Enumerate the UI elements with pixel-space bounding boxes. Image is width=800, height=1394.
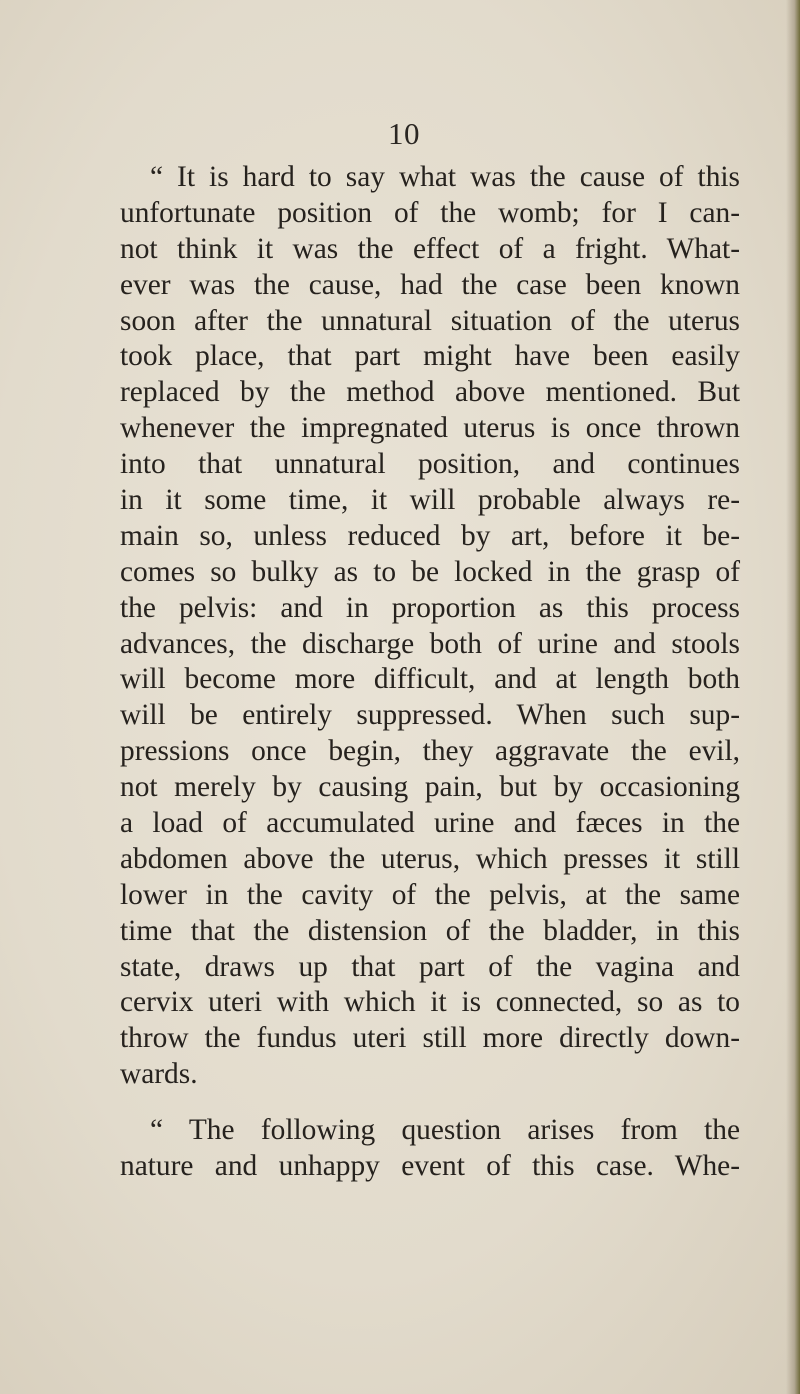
text-line: advances, the discharge both of urine and stools xyxy=(120,627,740,660)
text-line: wards. xyxy=(120,1058,198,1091)
text-line: “ The following question arises from the xyxy=(150,1114,740,1147)
text-line: whenever the impregnated uterus is once thrown xyxy=(120,412,740,445)
text-line: in it some time, it will probable always re- xyxy=(120,484,740,517)
page-edge-shadow xyxy=(786,0,800,1394)
page-number: 10 xyxy=(388,116,420,151)
text-line: pressions once begin, they aggravate the evil, xyxy=(120,735,740,768)
text-line: into that unnatural position, and continues xyxy=(120,448,740,481)
text-line: “ It is hard to say what was the cause of this xyxy=(150,161,740,193)
text-line: nature and unhappy event of this case. Whe- xyxy=(120,1150,740,1183)
paragraph xyxy=(120,1113,740,1185)
text-line: comes so bulky as to be locked in the grasp of xyxy=(120,555,740,588)
text-line: ever was the cause, had the case been known xyxy=(120,268,740,301)
text-line: not think it was the effect of a fright. What- xyxy=(120,232,740,265)
text-line: will become more difficult, and at length both xyxy=(120,663,740,696)
text-line: state, draws up that part of the vagina and xyxy=(120,950,740,983)
text-line: soon after the unnatural situation of the uterus xyxy=(120,304,740,337)
paragraph-gap xyxy=(120,1093,740,1113)
text-line: the pelvis: and in proportion as this process xyxy=(120,591,740,624)
text-line: not merely by causing pain, but by occasioning xyxy=(120,771,740,804)
text-line: cervix uteri with which it is connected, so as to xyxy=(120,986,740,1019)
text-line: lower in the cavity of the pelvis, at the same xyxy=(120,878,740,911)
text-line: time that the distension of the bladder, in this xyxy=(120,914,740,947)
text-line: unfortunate position of the womb; for I can- xyxy=(120,196,740,229)
text-line: main so, unless reduced by art, before it be- xyxy=(120,519,740,552)
text-line: replaced by the method above mentioned. But xyxy=(120,376,740,409)
body-text xyxy=(120,160,740,1185)
text-line: abdomen above the uterus, which presses it still xyxy=(120,842,740,875)
text-line: will be entirely suppressed. When such sup- xyxy=(120,699,740,732)
text-line: a load of accumulated urine and fæces in the xyxy=(120,807,740,840)
text-line: throw the fundus uteri still more directly down- xyxy=(120,1022,740,1055)
text-line: took place, that part might have been easily xyxy=(120,340,740,373)
paragraph xyxy=(120,160,740,1093)
